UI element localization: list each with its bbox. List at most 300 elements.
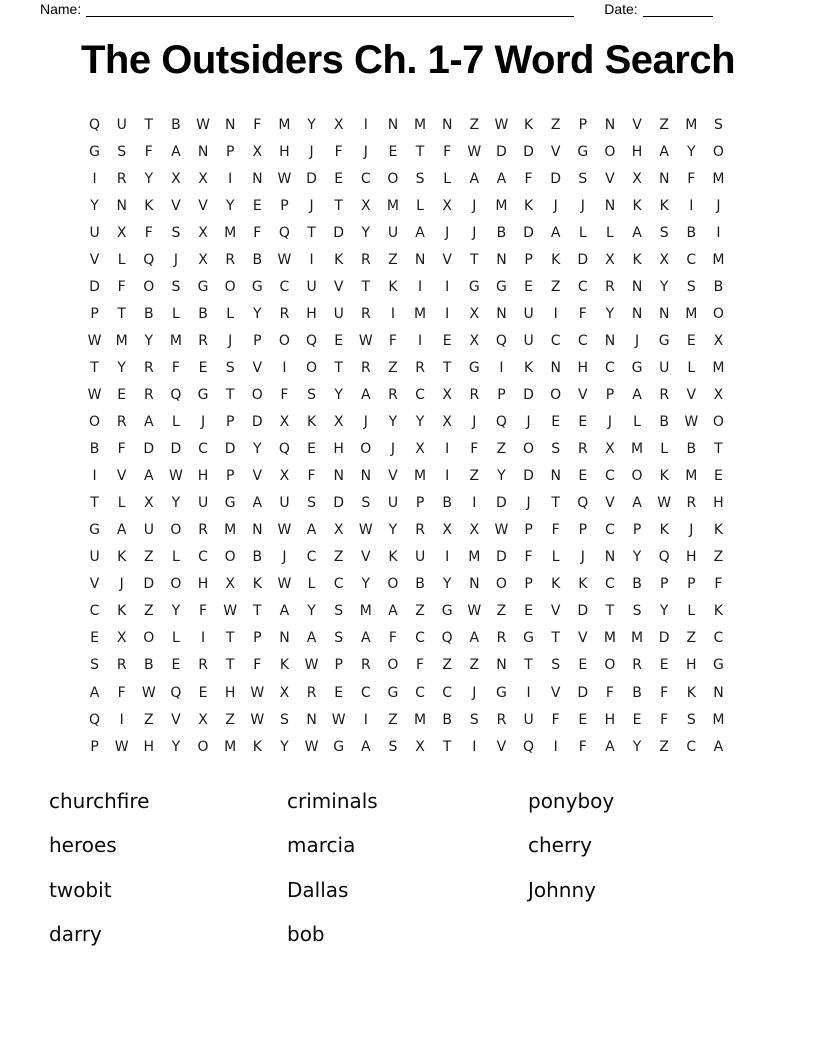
grid-cell: P <box>415 495 425 512</box>
grid-cell: J <box>607 414 612 431</box>
grid-cell: O <box>550 386 562 403</box>
grid-cell: J <box>173 251 178 268</box>
grid-cell: R <box>279 305 290 322</box>
grid-cell: P <box>90 738 99 755</box>
grid-cell: Y <box>415 414 425 431</box>
grid-cell: K <box>279 657 290 674</box>
grid-cell: S <box>388 738 398 755</box>
grid-cell: G <box>496 684 507 701</box>
grid-cell: L <box>172 549 180 566</box>
grid-cell: U <box>659 359 670 376</box>
grid-cell: E <box>714 468 723 485</box>
grid-cell: T <box>415 143 425 160</box>
grid-cell: P <box>334 657 343 674</box>
grid-cell: A <box>144 414 154 431</box>
grid-cell: M <box>631 441 644 458</box>
grid-cell: Q <box>495 414 507 431</box>
grid-cell: I <box>119 711 124 728</box>
grid-cell: S <box>551 657 561 674</box>
grid-cell: H <box>686 549 697 566</box>
grid-cell: T <box>117 305 126 322</box>
grid-cell: W <box>250 711 265 728</box>
grid-cell: F <box>117 441 126 458</box>
grid-cell: B <box>144 305 154 322</box>
grid-cell: M <box>386 197 399 214</box>
grid-cell: B <box>171 116 181 133</box>
grid-cell: Y <box>632 549 642 566</box>
grid-cell: H <box>279 143 290 160</box>
grid-cell: K <box>686 684 696 701</box>
grid-cell: K <box>578 576 588 593</box>
grid-cell: X <box>442 414 452 431</box>
grid-cell: Z <box>496 441 507 458</box>
grid-cell: D <box>523 468 534 485</box>
grid-cell: W <box>331 711 346 728</box>
grid-cell: K <box>659 468 669 485</box>
grid-cell: M <box>603 630 616 647</box>
grid-cell: Y <box>307 603 316 620</box>
grid-cell: F <box>334 143 343 160</box>
grid-cell: J <box>363 143 368 160</box>
grid-cell: F <box>253 116 262 133</box>
grid-cell: R <box>496 711 507 728</box>
grid-cell: X <box>333 116 344 133</box>
grid-cell: O <box>495 576 507 593</box>
grid-cell: K <box>334 251 344 268</box>
grid-cell: S <box>334 630 344 647</box>
grid-cell: J <box>472 684 477 701</box>
grid-cell: S <box>551 441 561 458</box>
grid-cell: N <box>550 468 561 485</box>
grid-cell: I <box>445 278 450 295</box>
grid-cell: Z <box>415 603 425 620</box>
grid-cell: G <box>496 278 507 295</box>
grid-cell: X <box>469 305 480 322</box>
grid-cell: V <box>171 197 181 214</box>
grid-cell: X <box>252 143 263 160</box>
grid-cell: Q <box>278 441 290 458</box>
word-list-item: bob <box>287 922 325 947</box>
grid-cell: K <box>144 197 154 214</box>
grid-cell: D <box>550 170 562 187</box>
grid-cell: C <box>442 684 453 701</box>
grid-cell: C <box>686 738 697 755</box>
grid-cell: Z <box>469 116 480 133</box>
word-list-item: criminals <box>287 789 378 813</box>
grid-cell: N <box>306 711 317 728</box>
grid-cell: H <box>604 711 616 728</box>
grid-cell: N <box>333 468 344 485</box>
grid-cell: E <box>334 332 344 349</box>
grid-cell: F <box>117 684 126 701</box>
grid-cell: X <box>415 441 425 458</box>
grid-cell: P <box>632 522 642 539</box>
grid-cell: I <box>282 359 287 376</box>
grid-cell: I <box>499 359 504 376</box>
grid-cell: K <box>523 359 534 376</box>
grid-cell: Z <box>225 711 235 728</box>
grid-cell: T <box>551 495 560 512</box>
grid-cell: D <box>251 414 263 431</box>
grid-cell: I <box>445 468 450 485</box>
grid-cell: H <box>306 305 317 322</box>
grid-cell: K <box>523 116 534 133</box>
grid-cell: Y <box>144 332 154 349</box>
grid-cell: E <box>90 630 99 647</box>
grid-cell: P <box>524 522 533 539</box>
grid-cell: K <box>551 251 561 268</box>
grid-cell: Z <box>144 549 154 566</box>
grid-cell: W <box>684 414 699 431</box>
grid-cell: I <box>445 305 450 322</box>
grid-cell: V <box>252 359 263 376</box>
grid-cell: M <box>359 603 372 620</box>
grid-cell: U <box>197 495 209 512</box>
grid-cell: Z <box>659 116 669 133</box>
grid-cell: B <box>496 224 507 241</box>
grid-cell: L <box>226 305 235 322</box>
grid-cell: C <box>279 278 290 295</box>
grid-cell: E <box>171 657 181 674</box>
grid-cell: G <box>468 278 480 295</box>
grid-cell: B <box>198 305 208 322</box>
grid-cell: D <box>577 603 589 620</box>
grid-cell: D <box>523 143 534 160</box>
grid-cell: T <box>334 197 343 214</box>
grid-cell: P <box>497 386 506 403</box>
grid-cell: O <box>360 441 372 458</box>
grid-cell: P <box>225 468 235 485</box>
grid-cell: F <box>280 386 289 403</box>
grid-cell: S <box>686 711 696 728</box>
word-column-3 <box>528 779 767 957</box>
grid-cell: R <box>360 657 371 674</box>
grid-cell: K <box>632 251 642 268</box>
grid-cell: C <box>89 603 100 620</box>
grid-cell: A <box>632 495 642 512</box>
grid-cell: J <box>716 197 721 214</box>
grid-cell: N <box>604 332 616 349</box>
word-list-item: darry <box>49 922 102 947</box>
grid-cell: W <box>657 495 672 512</box>
grid-cell: G <box>658 332 670 349</box>
grid-cell: U <box>89 549 100 566</box>
grid-cell: F <box>388 332 397 349</box>
grid-cell: A <box>361 386 371 403</box>
grid-cell: E <box>388 143 398 160</box>
grid-cell: U <box>306 278 317 295</box>
grid-cell: B <box>415 576 425 593</box>
grid-cell: H <box>197 576 209 593</box>
grid-cell: Q <box>441 630 453 647</box>
grid-cell: T <box>225 657 235 674</box>
grid-cell: R <box>360 359 371 376</box>
grid-cell: T <box>714 441 723 458</box>
grid-cell: I <box>716 224 721 241</box>
grid-cell: V <box>686 386 697 403</box>
grid-cell: A <box>388 603 398 620</box>
grid-cell: M <box>169 332 182 349</box>
grid-cell: R <box>116 414 127 431</box>
grid-cell: V <box>550 684 561 701</box>
grid-cell: E <box>334 684 344 701</box>
word-list <box>49 779 767 957</box>
grid-cell: E <box>578 711 588 728</box>
grid-cell: H <box>631 143 643 160</box>
grid-cell: F <box>551 522 560 539</box>
grid-cell: X <box>605 251 615 268</box>
grid-cell: C <box>360 170 371 187</box>
grid-cell: G <box>224 495 236 512</box>
grid-cell: J <box>580 549 585 566</box>
grid-cell: B <box>713 278 724 295</box>
grid-cell: O <box>170 576 182 593</box>
grid-cell: D <box>577 684 589 701</box>
grid-cell: X <box>333 522 344 539</box>
grid-cell: E <box>551 414 561 431</box>
grid-cell: I <box>228 170 233 187</box>
grid-cell: F <box>551 711 560 728</box>
grid-cell: N <box>387 116 399 133</box>
grid-cell: J <box>119 576 124 593</box>
grid-cell: M <box>468 549 481 566</box>
word-list-item: twobit <box>49 877 112 902</box>
grid-cell: K <box>659 522 669 539</box>
grid-cell: A <box>469 170 480 187</box>
grid-cell: L <box>633 414 641 431</box>
grid-cell: A <box>496 170 507 187</box>
grid-cell: P <box>90 305 99 322</box>
grid-cell: L <box>172 414 180 431</box>
grid-cell: D <box>170 441 182 458</box>
grid-cell: F <box>117 278 126 295</box>
name-label: Name: <box>40 1 82 17</box>
grid-cell: C <box>198 549 208 566</box>
grid-cell: P <box>605 386 615 403</box>
grid-cell: A <box>144 468 154 485</box>
grid-cell: D <box>306 170 317 187</box>
grid-cell: F <box>578 738 587 755</box>
grid-cell: X <box>279 414 290 431</box>
grid-cell: H <box>686 657 697 674</box>
grid-cell: N <box>604 197 616 214</box>
grid-cell: D <box>224 441 236 458</box>
grid-cell: I <box>417 278 423 295</box>
grid-cell: K <box>252 738 262 755</box>
grid-cell: M <box>414 305 427 322</box>
grid-cell: M <box>414 468 427 485</box>
grid-cell: U <box>333 305 344 322</box>
grid-cell: U <box>387 495 399 512</box>
grid-cell: I <box>553 738 558 755</box>
grid-cell: G <box>523 630 534 647</box>
grid-cell: M <box>278 116 291 133</box>
grid-cell: D <box>577 251 589 268</box>
grid-cell: C <box>605 468 615 485</box>
grid-cell: O <box>89 414 101 431</box>
grid-cell: P <box>524 251 533 268</box>
grid-cell: D <box>143 576 155 593</box>
grid-cell: D <box>496 495 507 512</box>
grid-cell: N <box>550 359 561 376</box>
grid-cell: Y <box>90 197 99 214</box>
grid-cell: Q <box>143 251 155 268</box>
grid-cell: V <box>496 738 507 755</box>
grid-cell: C <box>605 522 615 539</box>
grid-cell: H <box>197 468 209 485</box>
grid-cell: W <box>467 143 482 160</box>
grid-cell: X <box>632 170 642 187</box>
grid-cell: P <box>687 576 696 593</box>
grid-cell: X <box>198 251 208 268</box>
grid-cell: Z <box>442 657 452 674</box>
grid-cell: F <box>144 143 153 160</box>
grid-cell: Y <box>632 738 642 755</box>
grid-cell: I <box>553 305 558 322</box>
grid-cell: R <box>198 332 208 349</box>
grid-cell: N <box>658 170 670 187</box>
grid-cell: C <box>577 278 588 295</box>
grid-cell: N <box>116 197 127 214</box>
grid-cell: I <box>92 468 97 485</box>
grid-cell: W <box>87 386 102 403</box>
grid-cell: Y <box>280 738 289 755</box>
grid-cell: P <box>280 197 289 214</box>
grid-cell: K <box>117 549 127 566</box>
grid-cell: O <box>224 549 236 566</box>
grid-cell: I <box>417 332 423 349</box>
grid-cell: T <box>551 630 560 647</box>
grid-cell: Z <box>469 657 480 674</box>
grid-cell: Y <box>171 738 181 755</box>
grid-cell: N <box>496 657 507 674</box>
grid-cell: J <box>526 414 531 431</box>
grid-cell: H <box>577 359 589 376</box>
word-list-item: marcia <box>287 833 356 858</box>
grid-cell: H <box>224 684 236 701</box>
grid-cell: Y <box>144 170 154 187</box>
grid-cell: L <box>660 441 669 458</box>
grid-cell: S <box>415 170 425 187</box>
grid-cell: W <box>467 603 482 620</box>
grid-cell: M <box>224 224 237 241</box>
grid-cell: S <box>307 495 316 512</box>
grid-cell: Y <box>225 197 235 214</box>
grid-cell: F <box>714 576 723 593</box>
grid-cell: W <box>304 657 319 674</box>
grid-cell: G <box>631 359 643 376</box>
grid-cell: E <box>524 278 533 295</box>
grid-cell: X <box>415 738 425 755</box>
grid-cell: J <box>363 414 368 431</box>
grid-cell: N <box>469 576 480 593</box>
grid-cell: V <box>89 576 100 593</box>
date-label: Date: <box>604 1 638 17</box>
grid-cell: F <box>660 684 669 701</box>
grid-cell: Z <box>550 116 561 133</box>
grid-cell: C <box>198 441 208 458</box>
grid-cell: B <box>442 711 452 728</box>
grid-cell: X <box>225 576 235 593</box>
grid-cell: G <box>197 278 209 295</box>
grid-cell: M <box>712 170 725 187</box>
grid-cell: L <box>443 170 452 187</box>
grid-cell: Z <box>496 603 507 620</box>
grid-cell: X <box>605 441 615 458</box>
grid-cell: D <box>496 549 507 566</box>
grid-cell: T <box>225 630 235 647</box>
grid-cell: T <box>470 251 479 268</box>
grid-cell: R <box>116 170 127 187</box>
grid-cell: I <box>472 495 477 512</box>
grid-cell: Q <box>658 549 670 566</box>
grid-cell: X <box>442 386 452 403</box>
grid-cell: E <box>686 332 696 349</box>
grid-cell: V <box>171 711 181 728</box>
grid-cell: L <box>687 359 696 376</box>
grid-cell: G <box>387 684 399 701</box>
grid-cell: N <box>441 116 453 133</box>
grid-cell: J <box>390 441 395 458</box>
grid-cell: J <box>580 197 585 214</box>
grid-cell: T <box>442 738 452 755</box>
grid-cell: M <box>224 522 237 539</box>
grid-cell: Y <box>361 224 371 241</box>
grid-cell: N <box>631 278 643 295</box>
grid-cell: R <box>143 386 154 403</box>
grid-cell: U <box>414 549 426 566</box>
grid-cell: Q <box>306 332 318 349</box>
grid-cell: Y <box>171 495 181 512</box>
grid-cell: C <box>605 359 615 376</box>
grid-cell: M <box>115 332 128 349</box>
grid-cell: E <box>578 657 588 674</box>
grid-cell: V <box>116 468 127 485</box>
grid-cell: I <box>92 170 97 187</box>
word-list-item: heroes <box>49 833 117 858</box>
grid-cell: V <box>632 116 642 133</box>
grid-cell: Y <box>442 576 452 593</box>
grid-cell: V <box>550 143 561 160</box>
grid-cell: W <box>196 116 210 133</box>
grid-cell: S <box>171 278 181 295</box>
grid-cell: Q <box>495 332 507 349</box>
grid-cell: E <box>632 711 642 728</box>
grid-cell: K <box>551 576 561 593</box>
grid-cell: J <box>472 224 477 241</box>
grid-cell: I <box>309 251 314 268</box>
grid-cell: Z <box>469 468 480 485</box>
grid-cell: I <box>390 305 395 322</box>
grid-cell: E <box>307 441 316 458</box>
grid-cell: A <box>632 386 642 403</box>
grid-cell: G <box>197 386 209 403</box>
grid-cell: X <box>713 386 724 403</box>
grid-cell: O <box>387 170 399 187</box>
grid-cell: S <box>713 116 723 133</box>
grid-cell: J <box>200 414 206 431</box>
grid-cell: V <box>605 170 615 187</box>
grid-cell: L <box>117 251 126 268</box>
grid-cell: F <box>578 305 587 322</box>
grid-cell: Y <box>497 468 506 485</box>
word-list-item: Dallas <box>287 877 349 902</box>
grid-cell: O <box>143 630 155 647</box>
grid-cell: I <box>689 197 694 214</box>
grid-cell: Y <box>253 441 262 458</box>
grid-cell: T <box>442 359 452 376</box>
grid-cell: Y <box>388 522 398 539</box>
